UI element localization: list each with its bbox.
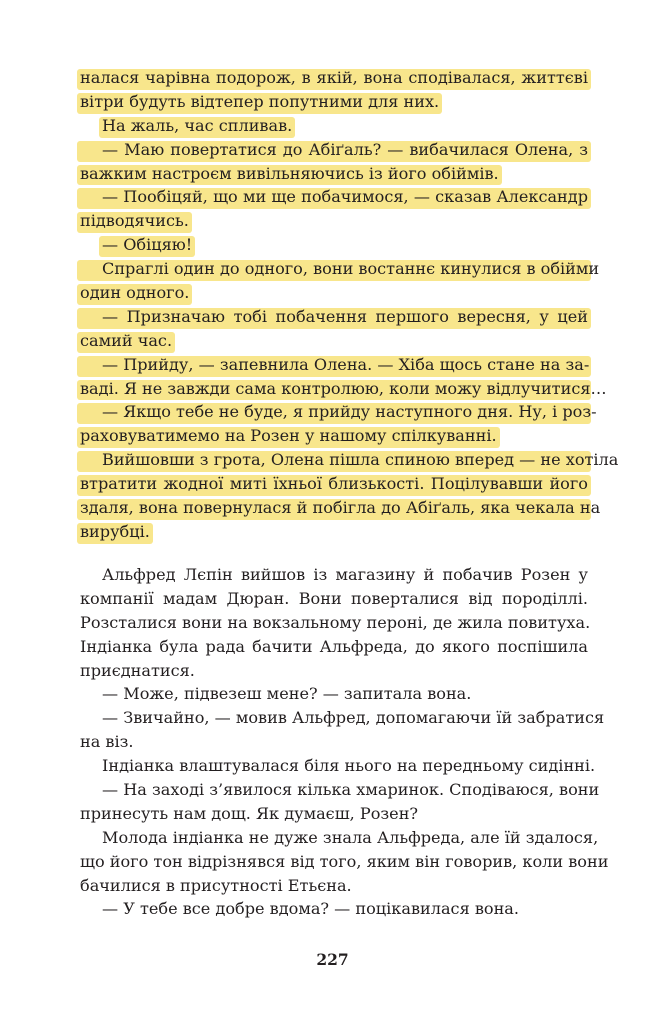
text-line [80, 520, 588, 544]
text-line: — Призначаю тобі побачення першого вересня, у цей [80, 305, 588, 329]
text-line [80, 233, 588, 257]
text-line: — Пообіцяй, що ми ще побачимося, — сказав Александр [80, 185, 588, 209]
text-line: на віз. [80, 732, 134, 752]
text-line: Вийшовши з грота, Олена пішла спиною вперед — не хотіла [80, 448, 588, 472]
text-line: Спраглі один до одного, вони востаннє кинулися в обійми [80, 257, 588, 281]
text-line: бачилися в присутності Етьєна. [80, 875, 352, 895]
highlight-span: важким настроєм вивільняючись із його обіймів. [80, 162, 499, 186]
text-line: — Якщо тебе не буде, я прийду наступного дня. Ну, і роз- [80, 400, 588, 424]
highlight-span: вирубці. [80, 520, 150, 544]
text-line: Розсталися вони на вокзальному пероні, де жила повитуха. [80, 612, 591, 632]
highlight-span: самий час. [80, 329, 172, 353]
highlight-span: вітри будуть відтепер попутними для них. [80, 90, 439, 114]
text-line: — Маю повертатися до Абіґаль? — вибачилася Олена, з [80, 138, 588, 162]
text-line [80, 281, 588, 305]
highlighted-passage [80, 66, 619, 544]
text-line [80, 329, 588, 353]
highlight-span: підводячись. [80, 209, 189, 233]
text-line: налася чарівна подорож, в якій, вона сподівалася, життєві [80, 66, 588, 90]
highlight-span: — Обіцяю! [102, 233, 192, 257]
text-line [80, 90, 588, 114]
plain-passage [80, 563, 609, 921]
text-line: — На заході з’явилося кілька хмаринок. Сподіваюся, вони [102, 780, 600, 800]
text-line: — У тебе все добре вдома? — поцікавилася вона. [102, 899, 520, 919]
text-line [80, 424, 588, 448]
text-line: приєднатися. [80, 660, 195, 680]
highlight-span: На жаль, час спливав. [102, 114, 292, 138]
text-line: Альфред Лєпін вийшов із магазину й побачив Розен у [102, 565, 588, 584]
page-number: 227 [316, 950, 349, 969]
text-line: — Може, підвезеш мене? — запитала вона. [102, 684, 472, 704]
text-line [80, 162, 588, 186]
text-line [80, 114, 588, 138]
text-line: Індіанка влаштувалася біля нього на передньому сидінні. [102, 756, 596, 776]
text-line: що його тон відрізнявся від того, яким він говорив, коли вони [80, 851, 609, 871]
text-line: — Прийду, — запевнила Олена. — Хіба щось стане на за- [80, 353, 588, 377]
text-line: ваді. Я не завжди сама контролюю, коли можу відлучитися… [80, 377, 588, 401]
text-line [80, 209, 588, 233]
text-line: компанії мадам Дюран. Вони поверталися від породіллі. [80, 588, 588, 608]
highlight-span: один одного. [80, 281, 189, 305]
text-line: Індіанка була рада бачити Альфреда, до якого поспішила [80, 636, 588, 656]
text-line: — Звичайно, — мовив Альфред, допомагаючи їй забратися [102, 708, 605, 728]
text-line: здаля, вона повернулася й побігла до Абіґаль, яка чекала на [80, 496, 588, 520]
text-line: принесуть нам дощ. Як думаєш, Розен? [80, 803, 419, 823]
text-line: втратити жодної миті їхньої близькості. Поцілувавши його [80, 472, 588, 496]
text-line: Молода індіанка не дуже знала Альфреда, але їй здалося, [102, 827, 599, 847]
highlight-span: раховуватимемо на Розен у нашому спілкуванні. [80, 424, 497, 448]
